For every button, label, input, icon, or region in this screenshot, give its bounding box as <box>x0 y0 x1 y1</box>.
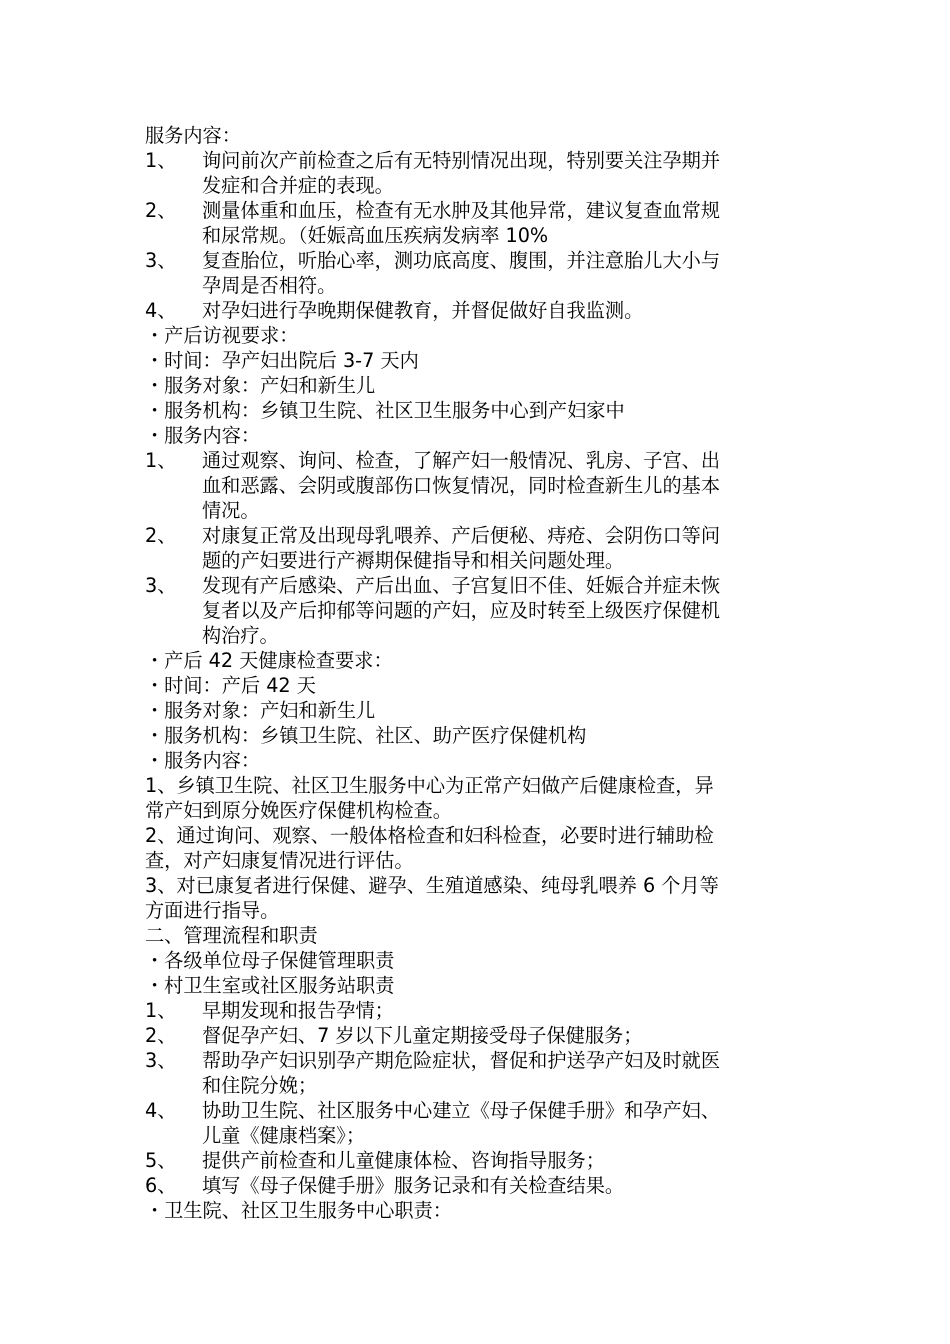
item-text: 和尿常规。（妊娠高血压疾病发病率 10% <box>202 224 549 247</box>
numbered-list <box>145 448 810 648</box>
item-text: 填写《母子保健手册》服务记录和有关检查结果。 <box>202 1174 625 1197</box>
paragraph-line: 方面进行指导。 <box>145 899 280 922</box>
paragraph-line: 查，对产妇康复情况进行评估。 <box>145 849 414 872</box>
document-body <box>145 123 810 1223</box>
numbered-list <box>145 148 810 323</box>
item-text: 儿童《健康档案》； <box>202 1124 366 1147</box>
bullet-line: ・服务机构：乡镇卫生院、社区卫生服务中心到产妇家中 <box>145 399 625 422</box>
item-text: 早期发现和报告孕情； <box>202 999 394 1022</box>
item-number: 2、 <box>145 524 177 547</box>
list-item <box>145 198 810 248</box>
item-text: 协助卫生院、社区服务中心建立《母子保健手册》和孕产妇、 <box>202 1099 721 1122</box>
list-item <box>145 573 810 648</box>
item-number: 1、 <box>145 149 177 172</box>
bullet-line: ・服务对象：产妇和新生儿 <box>145 374 376 397</box>
item-number: 1、 <box>145 449 177 472</box>
item-text: 孕周是否相符。 <box>202 274 337 297</box>
numbered-list <box>145 998 810 1198</box>
section-heading: 二、管理流程和职责 <box>145 924 318 947</box>
item-number: 3、 <box>145 1049 177 1072</box>
item-number: 5、 <box>145 1149 177 1172</box>
item-text: 通过观察、询问、检查，了解产妇一般情况、乳房、子宫、出 <box>202 449 721 472</box>
item-number: 1、 <box>145 999 177 1022</box>
list-item <box>145 1098 810 1148</box>
item-text: 督促孕产妇、7 岁以下儿童定期接受母子保健服务； <box>202 1024 643 1047</box>
bullet-line: ・服务机构：乡镇卫生院、社区、助产医疗保健机构 <box>145 724 587 747</box>
paragraph-line: 1、乡镇卫生院、社区卫生服务中心为正常产妇做产后健康检查，异 <box>145 774 714 797</box>
bullet-line: ・服务内容： <box>145 749 261 772</box>
list-item <box>145 298 810 323</box>
bullet-line: ・时间：产后 42 天 <box>145 674 316 697</box>
bullet-line: ・时间：孕产妇出院后 3-7 天内 <box>145 349 419 372</box>
paragraph-line: 3、对已康复者进行保健、避孕、生殖道感染、纯母乳喂养 6 个月等 <box>145 874 719 897</box>
bullet-heading: ・产后 42 天健康检查要求： <box>145 649 393 672</box>
item-number: 2、 <box>145 1024 177 1047</box>
item-text: 复查胎位，听胎心率，测功底高度、腹围，并注意胎儿大小与 <box>202 249 721 272</box>
list-item <box>145 998 810 1023</box>
list-item <box>145 1048 810 1098</box>
list-item <box>145 1173 810 1198</box>
list-item <box>145 148 810 198</box>
item-number: 6、 <box>145 1174 177 1197</box>
item-text: 情况。 <box>202 499 260 522</box>
bullet-line: ・卫生院、社区卫生服务中心职责： <box>145 1199 452 1222</box>
item-number: 4、 <box>145 299 177 322</box>
list-item <box>145 523 810 573</box>
list-item <box>145 448 810 523</box>
item-text: 对康复正常及出现母乳喂养、产后便秘、痔疮、会阴伤口等问 <box>202 524 721 547</box>
item-text: 构治疗。 <box>202 624 279 647</box>
item-text: 发症和合并症的表现。 <box>202 174 394 197</box>
paragraph <box>145 773 810 823</box>
item-text: 题的产妇要进行产褥期保健指导和相关问题处理。 <box>202 549 625 572</box>
item-text: 询问前次产前检查之后有无特别情况出现，特别要关注孕期并 <box>202 149 721 172</box>
item-number: 3、 <box>145 249 177 272</box>
item-number: 2、 <box>145 199 177 222</box>
paragraph <box>145 873 810 923</box>
bullet-line: ・服务内容： <box>145 424 261 447</box>
item-text: 发现有产后感染、产后出血、子宫复旧不佳、妊娠合并症未恢 <box>202 574 721 597</box>
list-item <box>145 1148 810 1173</box>
paragraph-line: 常产妇到原分娩医疗保健机构检查。 <box>145 799 452 822</box>
paragraph <box>145 823 810 873</box>
list-item <box>145 248 810 298</box>
paragraph-line: 2、通过询问、观察、一般体格检查和妇科检查，必要时进行辅助检 <box>145 824 714 847</box>
bullet-line: ・村卫生室或社区服务站职责 <box>145 974 395 997</box>
list-item <box>145 1023 810 1048</box>
item-number: 3、 <box>145 574 177 597</box>
item-number: 4、 <box>145 1099 177 1122</box>
item-text: 测量体重和血压，检查有无水肿及其他异常，建议复查血常规 <box>202 199 721 222</box>
item-text: 对孕妇进行孕晚期保健教育，并督促做好自我监测。 <box>202 299 644 322</box>
section-heading: 服务内容： <box>145 124 241 147</box>
bullet-line: ・各级单位母子保健管理职责 <box>145 949 395 972</box>
item-text: 血和恶露、会阴或腹部伤口恢复情况，同时检查新生儿的基本 <box>202 474 721 497</box>
item-text: 提供产前检查和儿童健康体检、咨询指导服务； <box>202 1149 605 1172</box>
item-text: 复者以及产后抑郁等问题的产妇，应及时转至上级医疗保健机 <box>202 599 721 622</box>
item-text: 帮助孕产妇识别孕产期危险症状，督促和护送孕产妇及时就医 <box>202 1049 721 1072</box>
bullet-line: ・服务对象：产妇和新生儿 <box>145 699 376 722</box>
bullet-heading: ・产后访视要求： <box>145 324 299 347</box>
item-text: 和住院分娩； <box>202 1074 318 1097</box>
